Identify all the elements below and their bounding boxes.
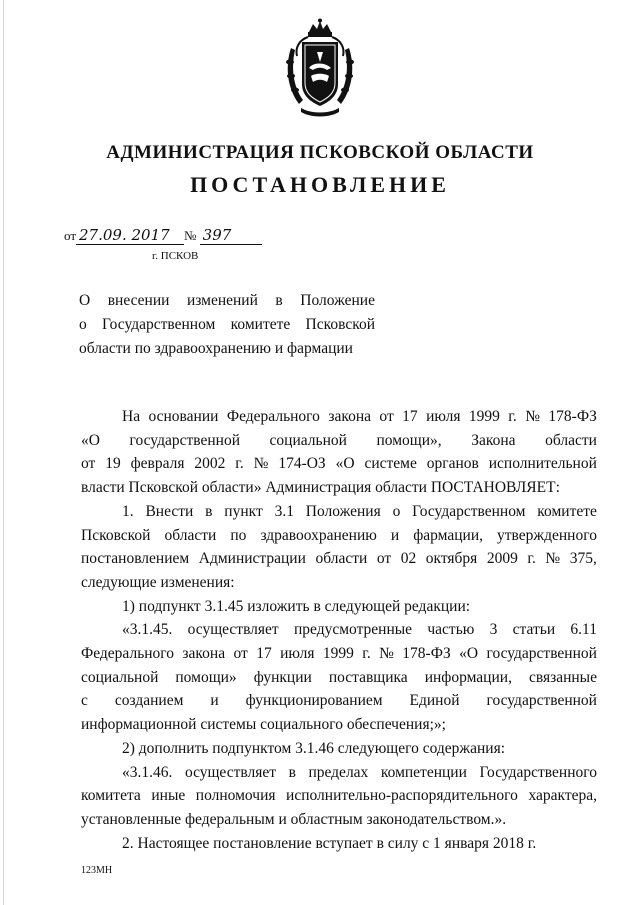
body-line xyxy=(81,689,597,713)
word: статьи xyxy=(512,621,556,639)
subject-line: области по здравоохранению и фармации xyxy=(79,340,353,357)
word: г. xyxy=(235,455,244,473)
word: здравоохранению xyxy=(260,526,377,544)
word: информации, xyxy=(424,668,512,686)
word: осуществляет xyxy=(187,621,279,639)
word: о xyxy=(79,316,87,333)
word: 17 xyxy=(402,408,418,425)
word: в xyxy=(205,502,213,520)
document-code: 123МН xyxy=(81,865,113,876)
word: закона xyxy=(328,408,371,425)
body-line xyxy=(81,500,597,524)
body-line xyxy=(81,642,597,666)
handwritten-number: 397 xyxy=(200,226,262,245)
word: «3.1.46. xyxy=(122,763,173,781)
city-label: г. ПСКОВ xyxy=(152,250,199,262)
word: фармации, xyxy=(413,526,483,544)
word: от xyxy=(233,645,248,663)
word: октября xyxy=(425,550,478,568)
word: системе xyxy=(364,455,417,473)
body-line xyxy=(81,452,597,476)
body-line xyxy=(81,429,597,453)
word: «О xyxy=(459,645,479,663)
word: февраля xyxy=(130,455,185,473)
word: № xyxy=(545,550,561,568)
word: иные xyxy=(151,787,186,805)
word: 02 xyxy=(400,550,417,568)
word: 3 xyxy=(489,621,498,639)
word: исполнительно-распорядительного xyxy=(286,787,518,805)
word: Единой xyxy=(409,692,460,710)
word: «О xyxy=(335,455,355,473)
word: пункт xyxy=(224,502,263,520)
word: предусмотренные xyxy=(294,621,413,639)
word: области xyxy=(315,550,368,568)
word: государственной xyxy=(486,692,597,710)
word: 375, xyxy=(569,550,597,568)
body-line xyxy=(81,784,597,808)
body-line: власти Псковской области» Администрация области ПОСТАНОВЛЯЕТ: xyxy=(81,479,560,497)
body-line: 1) подпункт 3.1.45 изложить в следующей редакции: xyxy=(122,597,471,615)
body-line xyxy=(81,666,597,690)
word: июля xyxy=(280,645,315,663)
word: области xyxy=(164,526,217,544)
word: 178-ФЗ xyxy=(402,645,451,663)
word: Положение xyxy=(300,292,375,309)
document-type-title: ПОСТАНОВЛЕНИЕ xyxy=(190,172,450,197)
word: помощи», xyxy=(376,431,442,449)
word: На xyxy=(122,408,141,425)
word: июля xyxy=(426,408,461,425)
word: внесении xyxy=(107,292,170,309)
word: 2002 xyxy=(194,455,226,473)
word: о xyxy=(392,502,401,520)
word: связанные xyxy=(528,668,597,686)
word: комитете xyxy=(537,502,597,520)
word: изменений xyxy=(186,292,258,309)
organization-title: АДМИНИСТРАЦИЯ ПСКОВСКОЙ ОБЛАСТИ xyxy=(106,142,534,163)
number-prefix: № xyxy=(184,228,197,243)
word: с xyxy=(81,692,88,710)
document-subject xyxy=(79,289,375,361)
word: Положения xyxy=(305,502,381,520)
word: пределах xyxy=(308,763,369,781)
word: области xyxy=(545,431,597,449)
pskov-coat-of-arms-icon xyxy=(281,18,359,118)
word: 19 xyxy=(105,455,121,473)
word: утвержденного xyxy=(497,526,597,544)
body-line xyxy=(81,547,597,571)
word: 6.11 xyxy=(570,621,597,639)
word: полномочия xyxy=(195,787,276,805)
word: социальной xyxy=(269,431,347,449)
word: функции xyxy=(253,668,312,686)
date-prefix: от xyxy=(64,228,77,243)
word: и xyxy=(390,526,400,544)
word: исполнительной xyxy=(488,455,597,473)
word: по xyxy=(230,526,247,544)
subject-line xyxy=(79,289,375,313)
word: 1. xyxy=(122,502,134,520)
word: Федерального xyxy=(226,408,320,425)
body-line xyxy=(81,761,597,785)
word: комитета xyxy=(81,787,141,805)
word: О xyxy=(79,292,91,309)
word: Псковской xyxy=(305,316,375,333)
word: поставщика xyxy=(328,668,408,686)
body-line: следующие изменения: xyxy=(81,573,235,591)
word: основании xyxy=(148,408,219,425)
handwritten-date: 27.09. 2017 xyxy=(76,226,184,245)
word: от xyxy=(81,455,96,473)
word: Администрации xyxy=(198,550,306,568)
document-body xyxy=(81,405,597,855)
word: Федерального xyxy=(81,645,175,663)
word: 178-ФЗ xyxy=(548,408,597,425)
word: 3.1 xyxy=(274,502,294,520)
word: 2009 xyxy=(486,550,518,568)
document-requisites xyxy=(64,226,262,245)
subject-line xyxy=(79,313,375,337)
word: функционированием xyxy=(245,692,383,710)
word: Государственного xyxy=(479,763,597,781)
body-line xyxy=(81,524,597,548)
word: в xyxy=(288,763,296,781)
word: 1999 xyxy=(322,645,354,663)
word: Государственном xyxy=(412,502,526,520)
word: частью xyxy=(427,621,475,639)
word: № xyxy=(525,408,540,425)
word: № xyxy=(253,455,269,473)
word: характера, xyxy=(528,787,597,805)
word: 17 xyxy=(256,645,272,663)
word: от xyxy=(376,550,392,568)
word: Закона xyxy=(471,431,516,449)
word: в xyxy=(275,292,283,309)
word: 1999 xyxy=(468,408,500,425)
word: Псковской xyxy=(81,526,151,544)
word: Внести xyxy=(145,502,194,520)
word: государственной xyxy=(129,431,240,449)
word: 174-ОЗ xyxy=(278,455,326,473)
body-line xyxy=(81,618,597,642)
scan-edge xyxy=(3,0,4,905)
body-line: 2. Настоящее постановление вступает в силу с 1 января 2018 г. xyxy=(122,834,537,852)
word: органов xyxy=(426,455,479,473)
word: г. xyxy=(508,408,517,425)
word: и xyxy=(210,692,219,710)
body-line xyxy=(81,405,597,429)
body-line: установленные федеральным и областным законодательством.». xyxy=(81,810,507,828)
word: созданием xyxy=(114,692,184,710)
word: комитете xyxy=(230,316,291,333)
word: Государственном xyxy=(102,316,216,333)
word: осуществляет xyxy=(184,763,276,781)
word: г. xyxy=(362,645,371,663)
word: компетенции xyxy=(380,763,467,781)
word: постановлением xyxy=(81,550,190,568)
word: № xyxy=(379,645,394,663)
word: от xyxy=(379,408,394,425)
word: государственной xyxy=(486,645,597,663)
word: «О xyxy=(81,431,100,449)
body-line: 2) дополнить подпунктом 3.1.46 следующего содержания: xyxy=(122,739,506,757)
word: г. xyxy=(527,550,536,568)
word: помощи» xyxy=(175,668,237,686)
word: закона xyxy=(182,645,226,663)
body-line: информационной системы социального обеспечения;»; xyxy=(81,716,446,734)
word: «3.1.45. xyxy=(122,621,173,639)
word: социальной xyxy=(81,668,159,686)
